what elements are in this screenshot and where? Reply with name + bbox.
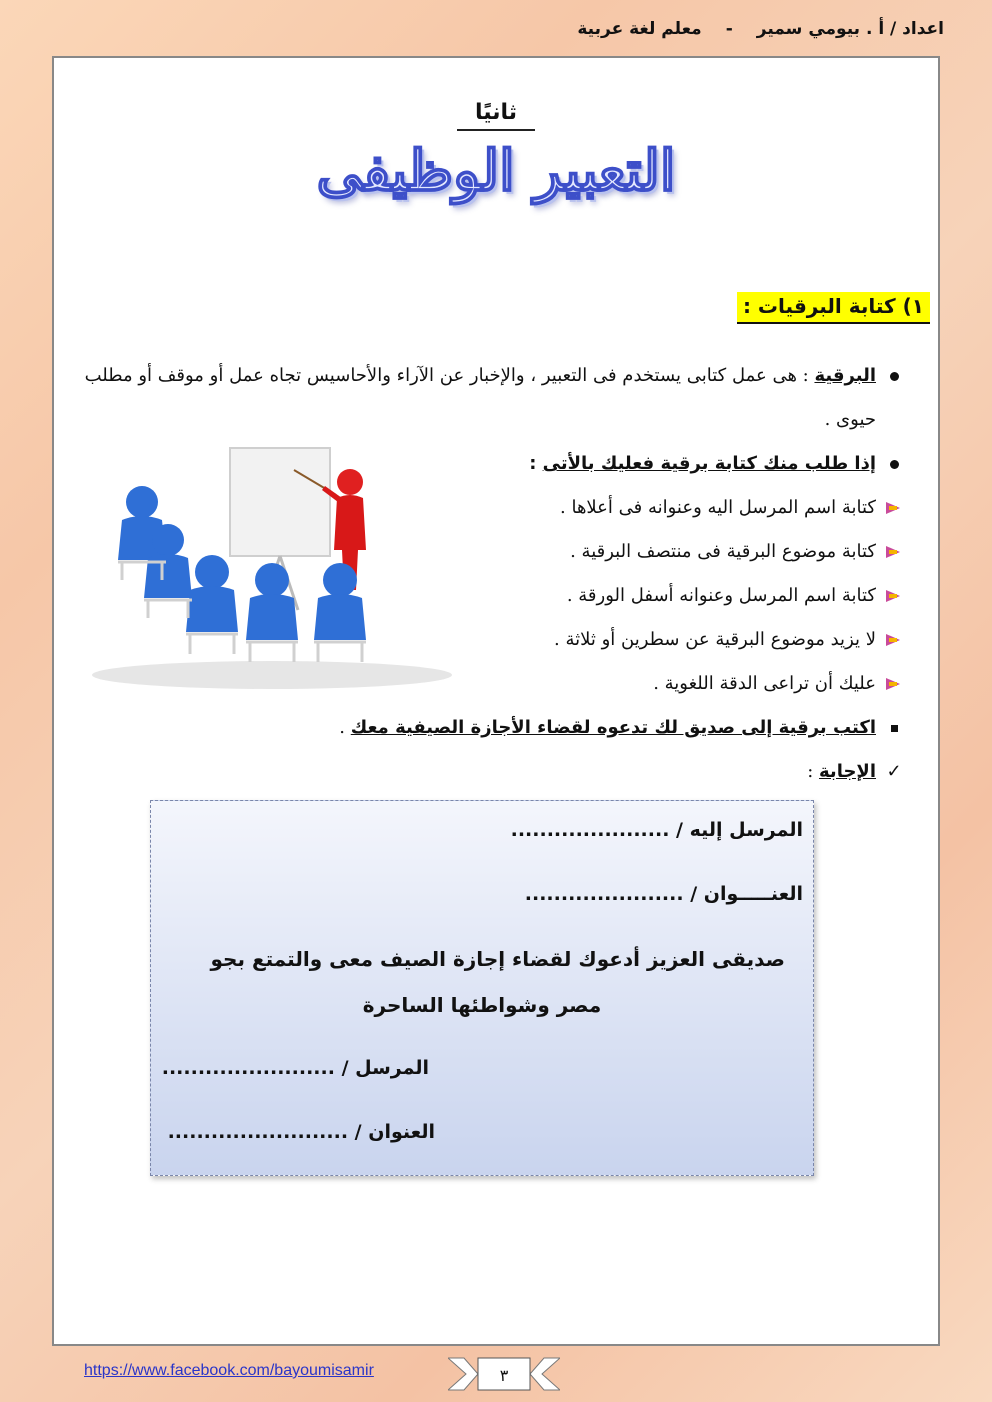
list-item-text: لا يزيد موضوع البرقية عن سطرين أو ثلاثة . <box>554 629 876 650</box>
sender-address-dots: ......................... <box>167 1121 349 1143</box>
page-number-badge <box>448 1356 560 1392</box>
arrow-bullet-icon <box>882 662 906 706</box>
subtitle-text: ثانيًا <box>457 100 535 131</box>
answer-label: الإجابة <box>819 761 876 782</box>
sender-address-line <box>168 1121 435 1143</box>
message-line-1: صديقى العزيز أدعوك لقضاء إجازة الصيف معى والتمتع بجو <box>210 947 785 971</box>
recipient-line <box>511 819 803 841</box>
recipient-address-line <box>525 883 803 905</box>
definition-row <box>56 354 876 442</box>
list-item-text: كتابة موضوع البرقية فى منتصف البرقية . <box>570 541 876 562</box>
main-title: التعبير الوظيفى <box>316 138 676 204</box>
facebook-link[interactable]: https://www.facebook.com/bayoumisamir <box>84 1362 374 1379</box>
arrow-bullet-icon <box>882 574 906 618</box>
sender-dots: ........................ <box>161 1057 335 1079</box>
task-text: اكتب برقية إلى صديق لك تدعوه لقضاء الأجازة الصيفية معك <box>350 717 876 738</box>
arrow-bullet-icon <box>882 530 906 574</box>
arrow-bullet-icon <box>882 486 906 530</box>
list-item-text: عليك أن تراعى الدقة اللغوية . <box>653 673 876 694</box>
arrow-bullet-icon <box>882 618 906 662</box>
telegram-answer-box <box>150 800 814 1176</box>
recipient-address-dots: ...................... <box>524 883 684 905</box>
list-item-text: كتابة اسم المرسل وعنوانه أسفل الورقة . <box>566 585 876 606</box>
answer-row <box>56 750 902 794</box>
section-heading: ١) كتابة البرقيات : <box>737 292 930 324</box>
presentation-illustration <box>82 440 462 690</box>
recipient-address-label: العنـــــوان / <box>690 883 803 905</box>
sender-address-label: العنوان / <box>354 1121 435 1143</box>
header-role: معلم لغة عربية <box>577 19 702 39</box>
page-sheet <box>52 56 940 1346</box>
definition-text: : هى عمل كتابى يستخدم فى التعبير ، والإخبار عن الآراء والأحاسيس تجاه عمل أو موقف أو مطلب حيوى . <box>84 365 876 430</box>
bullet-icon <box>882 442 906 486</box>
check-icon: ✓ <box>886 761 902 782</box>
recipient-dots: ...................... <box>510 819 670 841</box>
sender-line <box>162 1057 429 1079</box>
subtitle <box>54 100 938 131</box>
message-line-2: مصر وشواطئها الساحرة <box>362 993 602 1017</box>
answer-suffix: : <box>807 761 820 782</box>
header-separator: - <box>725 19 733 39</box>
instructions-heading-suffix: : <box>529 453 543 474</box>
page-number: ٣ <box>499 1366 509 1385</box>
sender-label: المرسل / <box>341 1057 429 1079</box>
definition-term: البرقية <box>814 365 876 386</box>
recipient-label: المرسل إليه / <box>676 819 803 841</box>
list-item-text: كتابة اسم المرسل اليه وعنوانه فى أعلاها . <box>560 497 876 518</box>
page-header <box>48 14 944 44</box>
instructions-heading: إذا طلب منك كتابة برقية فعليك بالأتى <box>542 453 876 474</box>
bullet-icon <box>882 354 906 398</box>
task-row <box>56 706 876 750</box>
header-author: اعداد / أ . بيومي سمير <box>756 19 944 39</box>
square-bullet-icon <box>882 706 906 750</box>
task-suffix: . <box>339 717 351 738</box>
